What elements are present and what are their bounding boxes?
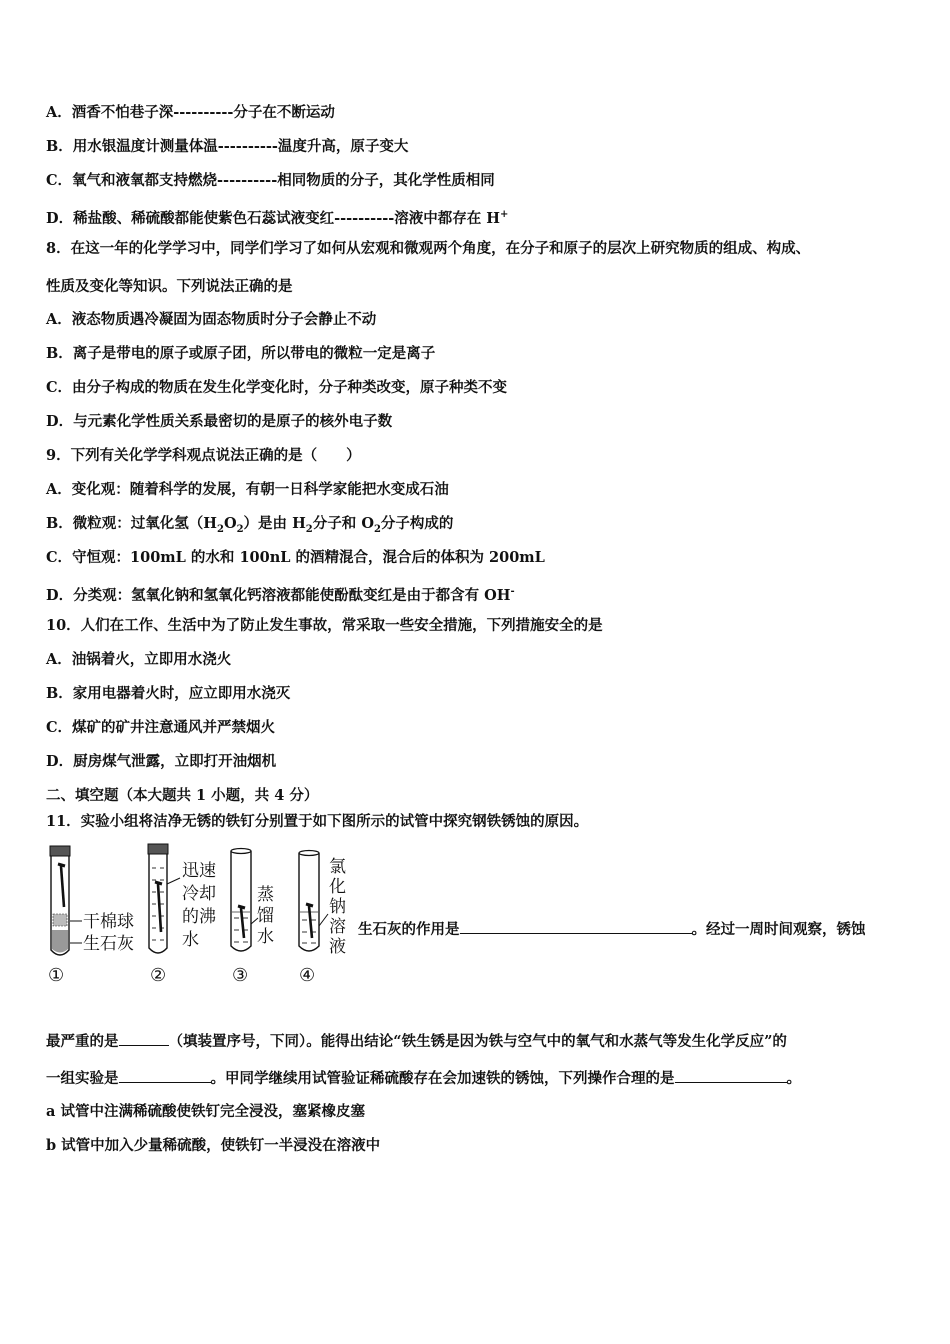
test-tube-figure <box>44 842 354 987</box>
label-boiled-2: 冷却 <box>182 884 216 904</box>
q11-tail-part1: 生石灰的作用是 <box>358 921 460 938</box>
q10-option-b: B．家用电器着火时，应立即用水浇灭 <box>46 685 291 702</box>
q9-option-b <box>46 514 453 540</box>
q9-b-sub3: 2 <box>305 523 313 535</box>
tube-2 <box>148 844 216 986</box>
label-distilled-2: 馏 <box>257 906 274 926</box>
q9-b-part3: ）是由 H <box>243 515 306 532</box>
q9-b-sub1: 2 <box>216 523 224 535</box>
q7-option-b: B．用水银温度计测量体温----------温度升高，原子变大 <box>46 138 409 155</box>
q8-option-d: D．与元素化学性质关系最密切的是原子的核外电子数 <box>46 413 393 430</box>
section2-heading: 二、填空题（本大题共 1 小题，共 4 分） <box>46 787 319 804</box>
q9-b-part2: O <box>223 515 237 532</box>
tube-1-lime-icon <box>52 930 68 953</box>
tube-4-number: ④ <box>299 965 316 986</box>
q7-option-c: C．氧气和液氧都支持燃烧----------相同物质的分子，其化学性质相同 <box>46 172 495 189</box>
label-boiled-1: 迅速 <box>182 861 216 881</box>
q11-line3 <box>46 1068 801 1089</box>
q11-option-a: a 试管中注满稀硫酸使铁钉完全浸没，塞紧橡皮塞 <box>46 1103 365 1120</box>
tube-4-rim-icon <box>299 851 319 856</box>
tube-4-nail-head-icon <box>306 904 313 906</box>
q9-b-sub2: 2 <box>236 523 244 535</box>
q9-stem: 9．下列有关化学学科观点说法正确的是（ ） <box>46 447 361 464</box>
tube-2-number: ② <box>150 965 167 986</box>
q11-stem: 11．实验小组将洁净无锈的铁钉分别置于如下图所示的试管中探究钢铁锈蚀的原因。 <box>46 813 589 830</box>
tube-3-nail-icon <box>241 908 244 938</box>
tube-4-glass-icon <box>299 853 319 951</box>
tube-1-nail-icon <box>61 866 64 907</box>
q9-b-part5: 分子构成的 <box>380 515 454 532</box>
q9-option-d-text: D．分类观：氢氧化钠和氢氧化钙溶液都能使酚酞变红是由于都含有 OH <box>46 586 511 604</box>
label-distilled-1: 蒸 <box>257 885 274 905</box>
q11-tail-part2: 。经过一周时间观察，锈蚀 <box>691 921 866 938</box>
tube-4 <box>299 851 346 987</box>
tube-1-cotton-icon <box>53 914 67 926</box>
tube-3-water-lines <box>234 918 248 942</box>
q8-stem-line1: 8．在这一年的化学学习中，同学们学习了如何从宏观和微观两个角度，在分子和原子的层次上研究物质的组成、构成、 <box>46 240 811 257</box>
q9-b-part1: B．微粒观：过氧化氢（H <box>46 515 217 532</box>
q11-line3-part1: 一组实验是 <box>46 1070 119 1087</box>
label-boiled-4: 水 <box>182 930 199 950</box>
q10-stem: 10．人们在工作、生活中为了防止发生事故，常采取一些安全措施，下列措施安全的是 <box>46 617 603 634</box>
q11-tail-line <box>358 919 866 940</box>
tube-2-water-area <box>150 860 166 952</box>
q11-blank-most-rusted[interactable] <box>119 1031 169 1046</box>
q10-option-d: D．厨房煤气泄露，立即打开油烟机 <box>46 753 277 770</box>
tube-4-pointer <box>319 914 328 926</box>
q10-option-a: A．油锅着火，立即用水浇火 <box>46 651 232 668</box>
label-salt-1: 氯 <box>329 857 346 877</box>
tube-2-pointer <box>167 878 180 884</box>
q8-option-a: A．液态物质遇冷凝固为固态物质时分子会静止不动 <box>46 311 377 328</box>
tube-1 <box>48 846 134 986</box>
q9-option-c: C．守恒观：100mL 的水和 100nL 的酒精混合，混合后的体积为 200mL <box>46 549 545 566</box>
label-salt-5: 液 <box>329 937 346 957</box>
q11-line2-part1: 最严重的是 <box>46 1033 119 1050</box>
tube-1-number: ① <box>48 965 65 986</box>
label-lime: 生石灰 <box>83 934 134 954</box>
q10-option-c: C．煤矿的矿井注意通风并严禁烟火 <box>46 719 276 736</box>
tube-3 <box>231 849 274 987</box>
q8-option-b: B．离子是带电的原子或原子团，所以带电的微粒一定是离子 <box>46 345 436 362</box>
tube-1-nail-head-icon <box>58 864 65 866</box>
tube-2-nail-head-icon <box>155 882 162 884</box>
tube-2-stopper-icon <box>148 844 168 854</box>
label-boiled-3: 的沸 <box>182 907 216 927</box>
q7-option-a: A．酒香不怕巷子深----------分子在不断运动 <box>46 104 335 121</box>
q9-b-sub4: 2 <box>373 523 381 535</box>
tube-3-number: ③ <box>232 965 249 986</box>
tube-4-nail-icon <box>309 906 312 938</box>
tube-3-nail-head-icon <box>238 906 245 908</box>
q11-line2-part2: （填装置序号，下同）。能得出结论“铁生锈是因为铁与空气中的氧气和水蒸气等发生化学反应”的 <box>168 1033 787 1050</box>
q9-b-part4: 分子和 O <box>312 515 374 532</box>
q11-line3-part2: 。甲同学继续用试管验证稀硫酸存在会加速铁的锈蚀，下列操作合理的是 <box>210 1070 675 1087</box>
q8-option-c: C．由分子构成的物质在发生化学变化时，分子种类改变，原子种类不变 <box>46 379 508 396</box>
tube-2-nail-icon <box>158 884 161 932</box>
q9-option-a: A．变化观：随着科学的发展，有朝一日科学家能把水变成石油 <box>46 481 449 498</box>
tube-1-stopper-icon <box>50 846 70 856</box>
label-cotton: 干棉球 <box>83 912 134 932</box>
q9-option-d-sup: - <box>510 586 515 597</box>
q8-stem-line2: 性质及变化等知识。下列说法正确的是 <box>46 278 293 295</box>
q7-option-d <box>46 205 508 229</box>
q11-blank-experiment-group[interactable] <box>119 1068 211 1083</box>
q9-option-d <box>46 582 515 606</box>
tube-3-rim-icon <box>231 849 251 854</box>
q11-option-b: b 试管中加入少量稀硫酸，使铁钉一半浸没在溶液中 <box>46 1137 381 1154</box>
q11-blank-lime[interactable] <box>460 919 692 934</box>
q11-line3-part3: 。 <box>786 1070 801 1087</box>
q7-option-d-text: D．稀盐酸、稀硫酸都能使紫色石蕊试液变红----------溶液中都存在 H <box>46 209 501 227</box>
tube-3-glass-icon <box>231 851 251 951</box>
label-distilled-3: 水 <box>257 927 274 947</box>
test-tube-svg <box>44 842 354 987</box>
q11-line2 <box>46 1031 787 1052</box>
label-salt-4: 溶 <box>329 917 346 937</box>
label-salt-2: 化 <box>329 877 346 897</box>
tube-4-solution-lines <box>302 920 316 943</box>
label-salt-3: 钠 <box>329 897 346 917</box>
q11-blank-operation[interactable] <box>675 1068 787 1083</box>
q7-option-d-sup: + <box>500 209 509 220</box>
